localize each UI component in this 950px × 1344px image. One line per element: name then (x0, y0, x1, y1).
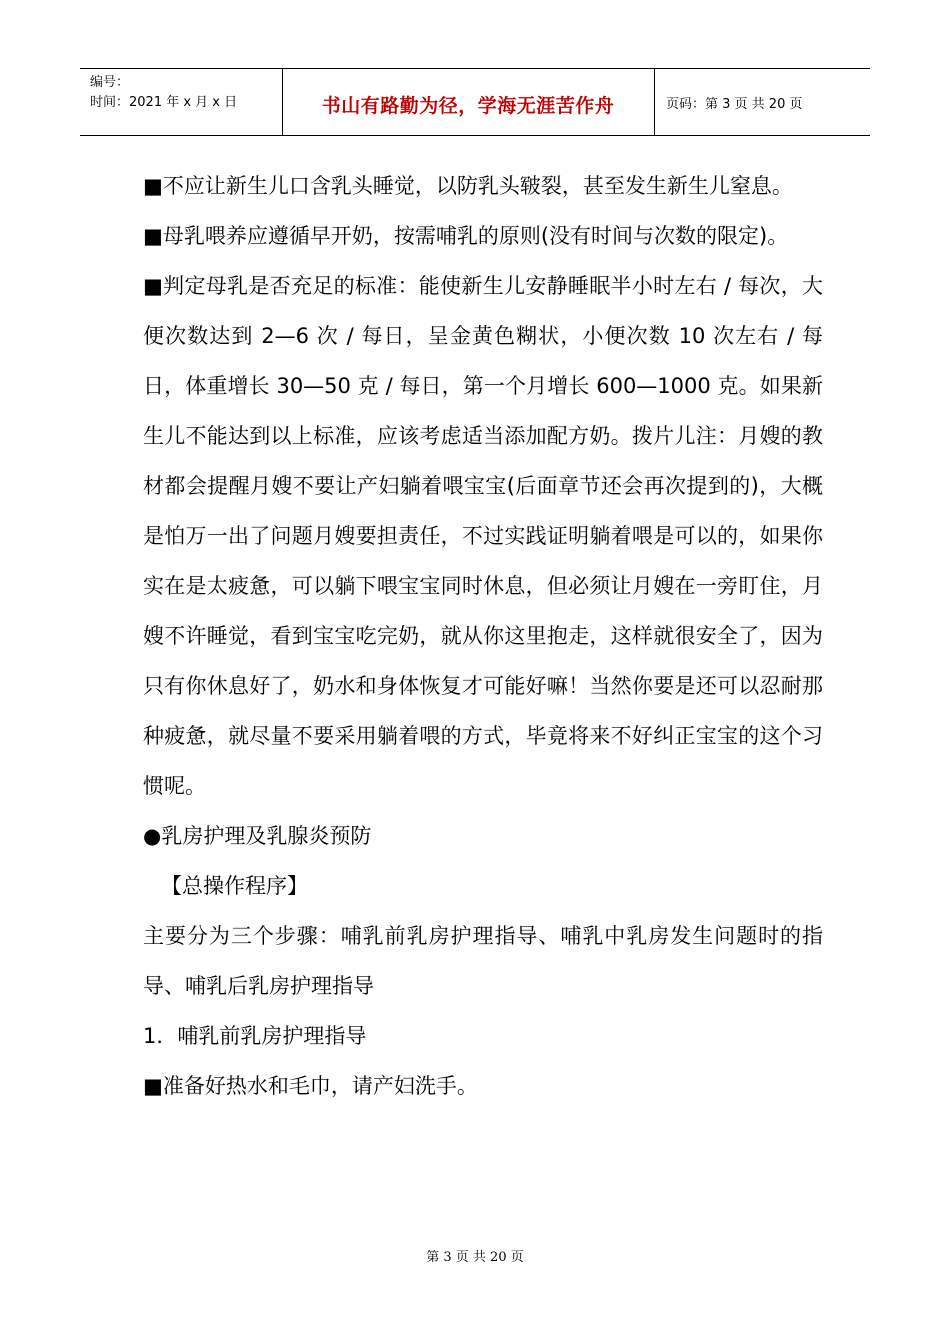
paragraph-no-nipple-sleep: ■不应让新生儿口含乳头睡觉，以防乳头皲裂，甚至发生新生儿窒息。 (143, 174, 793, 198)
header-meta (90, 73, 237, 113)
section-heading-breast-care: ●乳房护理及乳腺炎预防 (143, 824, 372, 848)
list-item-pre-feeding-care: 1．哺乳前乳房护理指导 (143, 1024, 367, 1048)
subheading-procedure: 【总操作程序】 (161, 874, 308, 898)
page-header (80, 68, 870, 136)
paragraph-milk-sufficiency-criteria: ■判定母乳是否充足的标准：能使新生儿安静睡眠半小时左右 / 每次，大便次数达到 2—6 次 / 每日，呈金黄色糊状，小便次数 10 次左右 / 每日，体重增长 30—50 克 / 每日，第一个月增长 600—1000 克。如果新生儿不能达到以上标准，应该考虑适当添加配方奶。拨片儿注：月嫂的教材都会提醒月嫂不要让产妇躺着喂宝宝(后面章节还会再次提到的)，大概是怕万一出了问题月嫂要担责任，不过实践证明躺着喂是可以的，如果你实在是太疲惫，可以躺下喂宝宝同时休息，但必须让月嫂在一旁盯住，月嫂不许睡觉，看到宝宝吃完奶，就从你这里抱走，这样就很安全了，因为只有你休息好了，奶水和身体恢复才可能好嘛！当然你要是还可以忍耐那种疲惫，就尽量不要采用躺着喂的方式，毕竟将来不好纠正宝宝的这个习惯呢。 (143, 274, 823, 798)
header-page-number: 页码：第 3 页 共 20 页 (666, 97, 803, 112)
paragraph-three-steps: 主要分为三个步骤：哺乳前乳房护理指导、哺乳中乳房发生问题时的指导、哺乳后乳房护理指导 (143, 924, 823, 998)
page-footer: 第 3 页 共 20 页 (426, 1250, 524, 1265)
header-divider (654, 69, 655, 135)
paragraph-prepare-water-towel: ■准备好热水和毛巾，请产妇洗手。 (143, 1074, 478, 1098)
header-motto: 书山有路勤为径，学海无涯苦作舟 (321, 95, 615, 117)
document-number-label: 编号： (90, 75, 130, 90)
document-time-label: 时间：2021 年 x 月 x 日 (90, 95, 238, 110)
document-body (143, 161, 823, 1111)
paragraph-on-demand-feeding: ■母乳喂养应遵循早开奶，按需哺乳的原则(没有时间与次数的限定)。 (143, 224, 789, 248)
